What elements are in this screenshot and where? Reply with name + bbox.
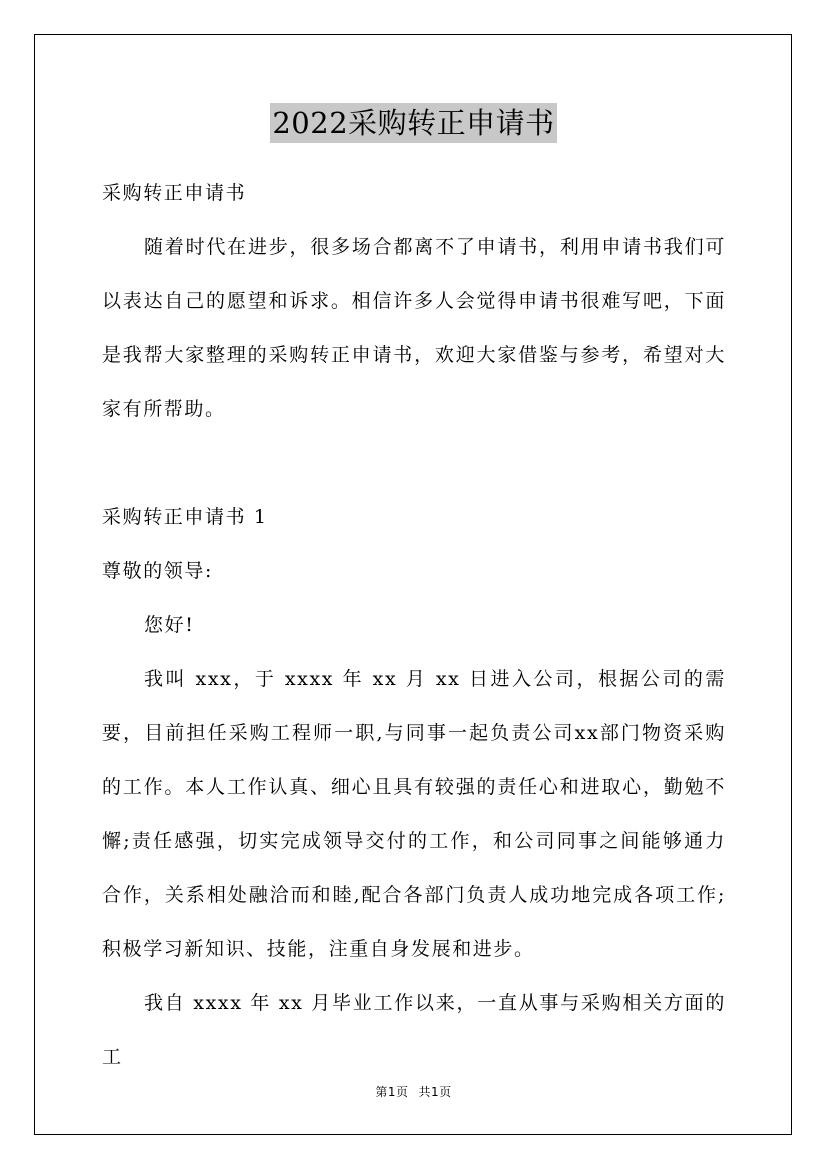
salutation: 尊敬的领导: [102,560,214,582]
section-heading: 采购转正申请书 1 [102,506,268,528]
body-paragraph-2: 我自 xxxx 年 xx 月毕业工作以来，一直从事与采购相关方面的工 [102,992,726,1068]
page-number: 第1页 [375,1085,409,1099]
page-footer [0,1083,827,1100]
document-subtitle: 采购转正申请书 [102,182,247,204]
intro-paragraph: 随着时代在进步，很多场合都离不了申请书，利用申请书我们可以表达自己的愿望和诉求。相信许多人会觉得申请书很难写吧，下面是我帮大家整理的采购转正申请书，欢迎大家借鉴与参考，希望对大家有所帮助。 [102,236,726,420]
page-total: 共1页 [418,1085,452,1099]
title-container [0,103,827,143]
document-title: 2022采购转正申请书 [270,103,556,143]
body-paragraph-1: 我叫 xxx，于 xxxx 年 xx 月 xx 日进入公司，根据公司的需要，目前担任采购工程师一职,与同事一起负责公司xx部门物资采购的工作。本人工作认真、细心且具有较强的责任心和进取心，勤勉不懈;责任感强，切实完成领导交付的工作，和公司同事之间能够通力合作，关系相处融洽而和睦,配合各部门负责人成功地完成各项工作;积极学习新知识、技能，注重自身发展和进步。 [102,668,726,960]
greeting: 您好! [144,614,195,636]
